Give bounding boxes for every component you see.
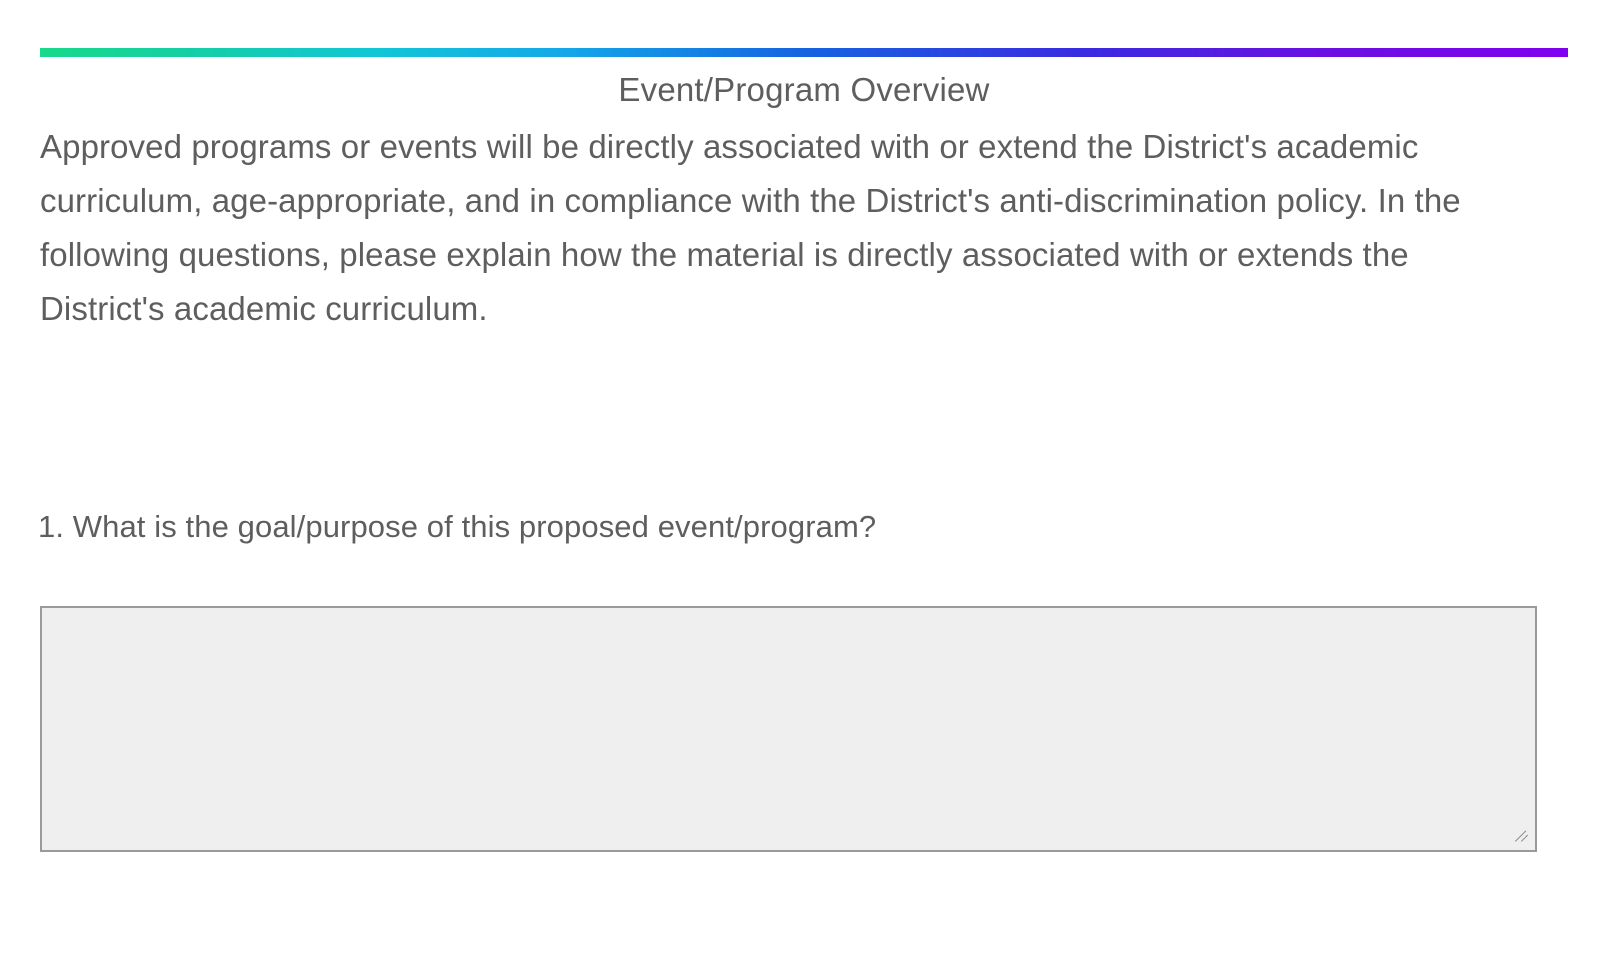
question-1-label: 1. What is the goal/purpose of this proposed event/program? bbox=[38, 509, 877, 544]
accent-gradient-bar bbox=[40, 48, 1568, 57]
intro-paragraph: Approved programs or events will be directly associated with or extend the District's academic curriculum, age-appropriate, and in compliance with the District's anti-discrimination policy. In the following questions, please explain how the material is directly associated with or extends the District's academic curriculum. bbox=[40, 128, 1461, 327]
page-title: Event/Program Overview bbox=[618, 71, 990, 108]
question-1-answer-input[interactable] bbox=[40, 606, 1537, 852]
